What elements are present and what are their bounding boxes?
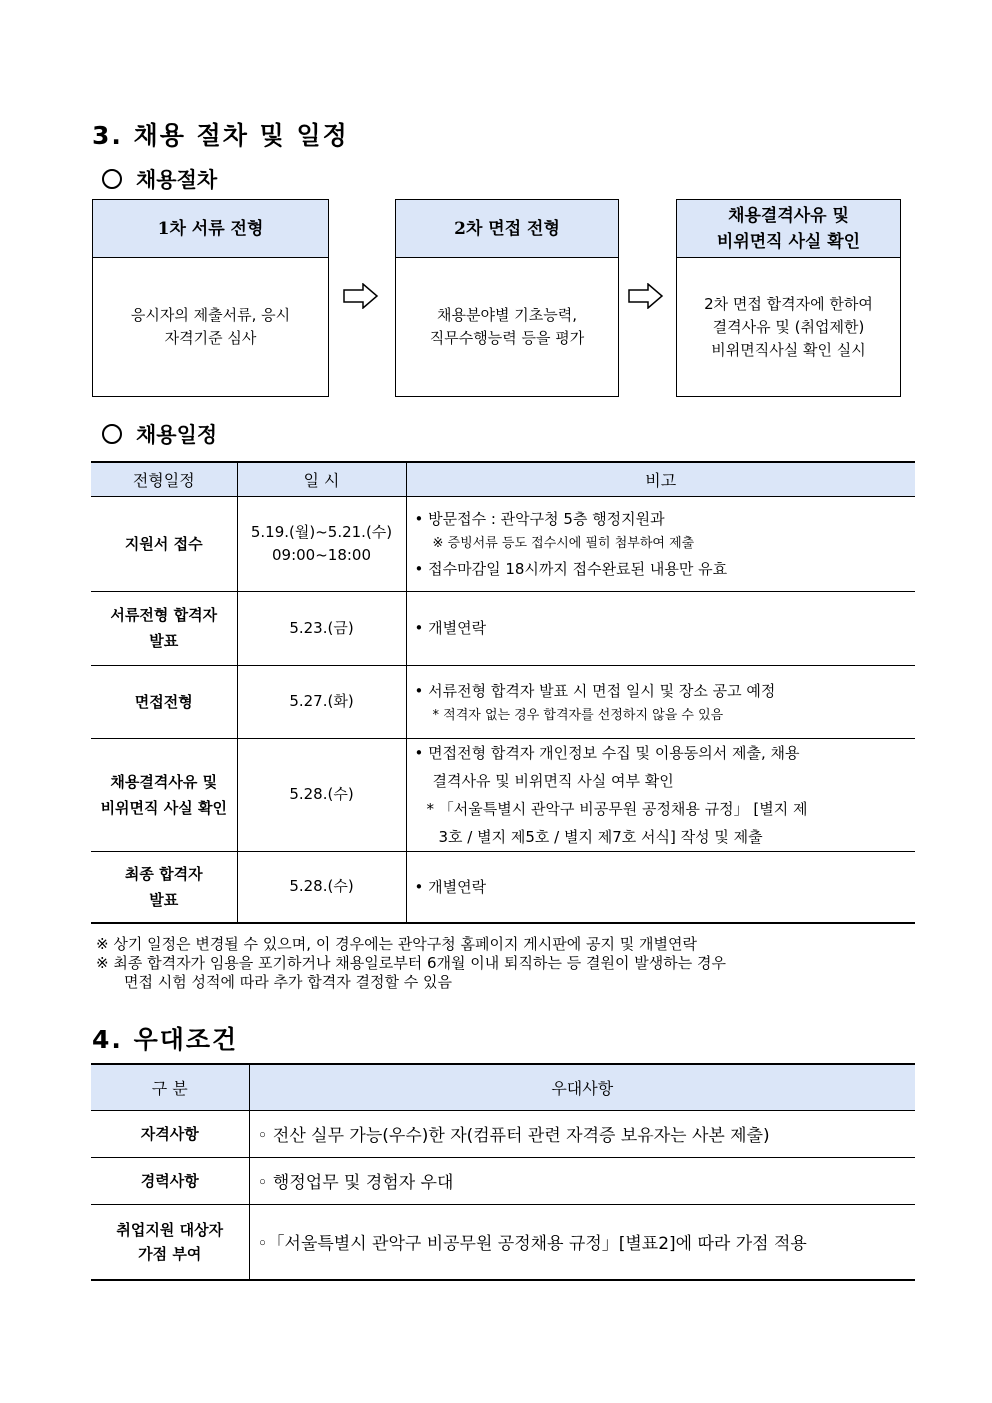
procedure-heading-text: 채용절차 — [136, 168, 218, 192]
step-3-desc-line: 비위면직사실 확인 실시 — [711, 340, 866, 359]
date-line: 09:00~18:00 — [271, 545, 372, 564]
circle-bullet-icon — [102, 169, 122, 189]
arrow-right-icon — [628, 283, 664, 309]
step-2-desc-line: 채용분야별 기초능력, — [437, 306, 577, 324]
date-line: 5.19.(월)~5.21.(수) — [250, 522, 393, 541]
stage-line: 발표 — [149, 890, 179, 909]
col-header: 일 시 — [237, 462, 406, 496]
notes-cell — [406, 738, 915, 851]
step-2-title: 2차 면접 전형 — [396, 200, 618, 258]
table-row — [91, 665, 915, 738]
stage-line: 최종 합격자 — [124, 864, 203, 883]
date-cell: 5.28.(수) — [237, 738, 406, 851]
step-1-desc-line: 자격기준 심사 — [164, 329, 257, 347]
pref-value: ◦ 전산 실무 가능(우수)한 자(컴퓨터 관련 자격증 보유자는 사본 제출) — [249, 1110, 915, 1157]
footnote-line: ※ 상기 일정은 변경될 수 있으며, 이 경우에는 관악구청 홈페이지 게시판에 공지 및 개별연락 — [96, 935, 697, 953]
stage-line: 채용결격사유 및 — [110, 772, 218, 791]
table-row — [91, 1157, 915, 1204]
note-line: • 개별연락 — [414, 619, 487, 637]
date-cell — [237, 496, 406, 591]
preference-table — [91, 1063, 915, 1281]
footnote-line: ※ 최종 합격자가 임용을 포기하거나 채용일로부터 6개월 이내 퇴직하는 등 결원이 발생하는 경우 — [96, 954, 726, 972]
procedure-heading — [102, 164, 217, 194]
notes-cell — [406, 496, 915, 591]
note-line: 3호 / 별지 제5호 / 별지 제7호 서식] 작성 및 제출 — [438, 827, 763, 846]
stage-cell — [91, 738, 237, 851]
note-line: 결격사유 및 비위면직 사실 여부 확인 — [432, 771, 674, 790]
pref-label: 경력사항 — [91, 1157, 249, 1204]
step-box-2 — [395, 199, 619, 397]
table-row — [91, 1204, 915, 1280]
stage-line: 발표 — [149, 632, 179, 650]
step-3-title-line: 비위면직 사실 확인 — [716, 231, 861, 252]
notes-cell — [406, 665, 915, 738]
footnotes — [96, 935, 914, 992]
footnote-line: 면접 시험 성적에 따라 추가 합격자 결정할 수 있음 — [124, 973, 452, 991]
pref-label — [91, 1204, 249, 1280]
note-line: • 방문접수 : 관악구청 5층 행정지원과 — [414, 509, 665, 528]
col-header: 우대사항 — [249, 1064, 915, 1110]
note-line: • 면접전형 합격자 개인정보 수집 및 이용동의서 제출, 채용 — [414, 743, 800, 762]
schedule-table — [91, 461, 915, 924]
label-line: 가점 부여 — [138, 1244, 202, 1263]
table-row — [91, 851, 915, 923]
stage-cell — [91, 591, 237, 665]
step-3-desc-line: 결격사유 및 (취업제한) — [712, 317, 865, 336]
note-line: * 「서울특별시 관악구 비공무원 공정채용 규정」 [별지 제 — [426, 799, 808, 818]
col-header: 전형일정 — [91, 462, 237, 496]
table-row — [91, 496, 915, 591]
step-3-title — [677, 200, 900, 258]
notes-cell — [406, 851, 915, 923]
schedule-heading-text: 채용일정 — [136, 423, 218, 447]
note-line: • 서류전형 합격자 발표 시 면접 일시 및 장소 공고 예정 — [414, 681, 776, 700]
table-header-row — [91, 462, 915, 496]
step-2-desc — [396, 258, 618, 396]
arrow-right-icon — [343, 283, 379, 309]
schedule-heading — [102, 419, 217, 449]
stage-cell: 지원서 접수 — [91, 496, 237, 591]
step-box-1 — [92, 199, 329, 397]
stage-line: 서류전형 합격자 — [110, 606, 218, 624]
section-3-title: 3. 채용 절차 및 일정 — [92, 121, 349, 150]
table-header-row — [91, 1064, 915, 1110]
step-1-desc — [93, 258, 328, 396]
date-cell: 5.23.(금) — [237, 591, 406, 665]
col-header: 구 분 — [91, 1064, 249, 1110]
table-row — [91, 738, 915, 851]
pref-value: ◦「서울특별시 관악구 비공무원 공정채용 규정」[별표2]에 따라 가점 적용 — [249, 1204, 915, 1280]
note-line: • 개별연락 — [414, 877, 487, 896]
note-line: * 적격자 없는 경우 합격자를 선정하지 않을 수 있음 — [432, 707, 724, 723]
step-box-3 — [676, 199, 901, 397]
step-3-desc-line: 2차 면접 합격자에 한하여 — [704, 294, 873, 313]
note-line: • 접수마감일 18시까지 접수완료된 내용만 유효 — [414, 559, 728, 578]
stage-cell — [91, 851, 237, 923]
table-row — [91, 591, 915, 665]
pref-value: ◦ 행정업무 및 경험자 우대 — [249, 1157, 915, 1204]
step-2-desc-line: 직무수행능력 등을 평가 — [429, 329, 585, 347]
date-cell: 5.27.(화) — [237, 665, 406, 738]
step-1-title: 1차 서류 전형 — [93, 200, 328, 258]
date-cell: 5.28.(수) — [237, 851, 406, 923]
step-1-desc-line: 응시자의 제출서류, 응시 — [130, 306, 291, 324]
note-line: ※ 증빙서류 등도 접수시에 필히 첨부하여 제출 — [432, 535, 695, 551]
table-row — [91, 1110, 915, 1157]
notes-cell — [406, 591, 915, 665]
col-header: 비고 — [406, 462, 915, 496]
step-3-title-line: 채용결격사유 및 — [728, 205, 849, 226]
section-4-title: 4. 우대조건 — [92, 1025, 239, 1054]
label-line: 취업지원 대상자 — [116, 1220, 224, 1239]
stage-cell: 면접전형 — [91, 665, 237, 738]
circle-bullet-icon — [102, 424, 122, 444]
pref-label: 자격사항 — [91, 1110, 249, 1157]
stage-line: 비위면직 사실 확인 — [100, 798, 227, 817]
step-3-desc — [677, 258, 900, 396]
